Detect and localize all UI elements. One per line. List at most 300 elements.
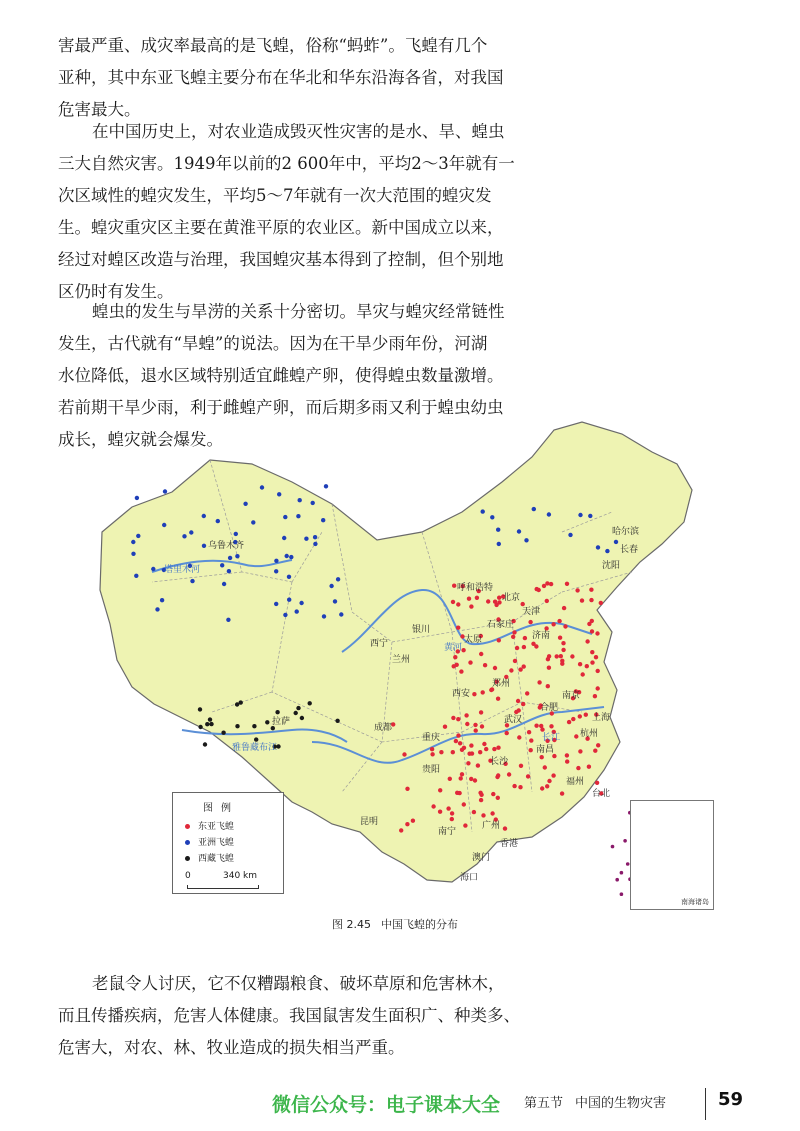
river-label: 雅鲁藏布江 <box>232 743 278 753</box>
map-dot <box>336 577 340 581</box>
map-dot <box>558 636 562 640</box>
map-dot <box>456 626 460 630</box>
map-dot <box>430 747 434 751</box>
map-dot <box>481 813 485 817</box>
text-line: 若前期干旱少雨，利于雌蝗产卵，而后期多雨又利于蝗虫幼虫 <box>58 398 504 417</box>
map-dot <box>620 871 624 875</box>
map-dot <box>497 596 501 600</box>
map-dot <box>283 613 287 617</box>
map-dot <box>596 669 600 673</box>
place-label: 杭州 <box>580 729 599 739</box>
map-dot <box>283 515 287 519</box>
map-dot <box>493 666 497 670</box>
locust-distribution-map <box>92 412 714 912</box>
place-label: 长春 <box>620 545 639 555</box>
map-dot <box>226 618 230 622</box>
map-dot <box>324 484 328 488</box>
map-dot <box>462 802 466 806</box>
map-dot <box>527 730 531 734</box>
map-dot <box>235 702 239 706</box>
map-dot <box>131 552 135 556</box>
map-dot <box>512 630 516 634</box>
map-dot <box>545 599 549 603</box>
map-dot <box>198 707 202 711</box>
map-dot <box>555 654 559 658</box>
map-dot <box>522 664 526 668</box>
map-dot <box>274 602 278 606</box>
map-dot <box>475 596 479 600</box>
map-dot <box>339 612 343 616</box>
map-dot <box>466 761 470 765</box>
place-label: 台北 <box>592 789 611 799</box>
map-dot <box>451 716 455 720</box>
map-dot <box>203 742 207 746</box>
map-dot <box>294 711 298 715</box>
map-dot <box>155 607 159 611</box>
map-dot <box>405 787 409 791</box>
text-line: 蝗虫的发生与旱涝的关系十分密切。旱灾与蝗灾经常链性 <box>92 302 505 321</box>
map-dot <box>580 598 584 602</box>
map-dot <box>496 528 500 532</box>
map-dot <box>296 706 300 710</box>
map-dot <box>190 579 194 583</box>
map-dot <box>472 810 476 814</box>
map-dot <box>589 588 593 592</box>
map-dot <box>596 545 600 549</box>
map-dot <box>571 717 575 721</box>
map-dot <box>299 601 303 605</box>
page-number: 59 <box>718 1089 744 1110</box>
map-dot <box>443 725 447 729</box>
map-dot <box>509 668 513 672</box>
map-dot <box>135 496 139 500</box>
map-dot <box>589 598 593 602</box>
legend-item-asian <box>185 835 234 848</box>
map-dot <box>590 650 594 654</box>
place-label: 重庆 <box>422 733 441 743</box>
map-dot <box>438 810 442 814</box>
place-label: 济南 <box>532 631 551 641</box>
map-dot <box>543 765 547 769</box>
place-label: 兰州 <box>392 655 411 665</box>
map-dot <box>479 798 483 802</box>
map-dot <box>287 575 291 579</box>
place-label: 合肥 <box>540 703 559 713</box>
map-dot <box>289 555 293 559</box>
map-dot <box>438 788 442 792</box>
map-dot <box>505 731 509 735</box>
place-label: 郑州 <box>492 679 511 689</box>
black-dot-icon <box>185 856 190 861</box>
map-dot <box>465 722 469 726</box>
map-dot <box>563 624 567 628</box>
map-dot <box>482 742 486 746</box>
map-dot <box>333 599 337 603</box>
map-dot <box>455 663 459 667</box>
map-dot <box>568 533 572 537</box>
text-line: 危害大，对农、林、牧业造成的损失相当严重。 <box>58 1038 405 1057</box>
map-dot <box>551 773 555 777</box>
map-dot <box>220 563 224 567</box>
place-label: 沈阳 <box>602 561 621 571</box>
legend-label: 亚洲飞蝗 <box>198 838 235 848</box>
text-line: 生。蝗灾重灾区主要在黄淮平原的农业区。新中国成立以来， <box>58 218 504 237</box>
map-dot <box>561 648 565 652</box>
map-dot <box>473 723 477 727</box>
map-dot <box>202 514 206 518</box>
map-dot <box>578 714 582 718</box>
map-dot <box>590 660 594 664</box>
map-dot <box>526 774 530 778</box>
map-dot <box>222 582 226 586</box>
map-dot <box>265 720 269 724</box>
map-dot <box>493 600 497 604</box>
map-dot <box>277 492 281 496</box>
map-dot <box>528 620 532 624</box>
map-dot <box>511 635 515 639</box>
map-dot <box>496 746 500 750</box>
map-dot <box>402 752 406 756</box>
map-dot <box>296 514 300 518</box>
text-line: 亚种，其中东亚飞蝗主要分布在华北和华东沿海各省，对我国 <box>58 68 504 87</box>
map-dot <box>151 567 155 571</box>
map-dot <box>496 796 500 800</box>
map-dot <box>547 666 551 670</box>
map-dot <box>615 878 619 882</box>
map-dot <box>565 759 569 763</box>
scale-bar <box>187 885 259 889</box>
footer-divider <box>705 1088 706 1120</box>
map-dot <box>474 728 478 732</box>
map-dot <box>496 697 500 701</box>
map-dot <box>532 507 536 511</box>
map-dot <box>459 669 463 673</box>
map-dot <box>405 822 409 826</box>
map-dot <box>480 724 484 728</box>
place-label: 北京 <box>502 593 521 603</box>
map-dot <box>234 532 238 536</box>
map-dot <box>496 773 500 777</box>
legend-item-east-asian <box>185 819 234 832</box>
map-dot <box>205 722 209 726</box>
map-dot <box>216 519 220 523</box>
map-dot <box>537 680 541 684</box>
map-dot <box>570 654 574 658</box>
map-dot <box>448 777 452 781</box>
map-dot <box>521 702 525 706</box>
map-dot <box>557 619 561 623</box>
place-label: 南宁 <box>438 827 457 837</box>
text-line: 发生，古代就有“旱蝗”的说法。因为在干旱少雨年份，河湖 <box>58 334 488 353</box>
place-label: 澳门 <box>472 853 491 863</box>
blue-dot-icon <box>185 840 190 845</box>
map-dot <box>523 636 527 640</box>
place-label: 哈尔滨 <box>612 527 640 537</box>
map-dot <box>497 542 501 546</box>
map-dot <box>593 694 597 698</box>
map-dot <box>452 584 456 588</box>
map-dot <box>593 749 597 753</box>
map-dot <box>590 629 594 633</box>
map-dot <box>576 766 580 770</box>
map-dot <box>399 828 403 832</box>
map-dot <box>497 638 501 642</box>
figure-number: 图 2.45 <box>332 918 371 931</box>
map-dot <box>450 817 454 821</box>
text-line: 次区域性的蝗灾发生，平均5～7年就有一次大范围的蝗灾发 <box>58 186 492 205</box>
map-dot <box>595 631 599 635</box>
map-dot <box>295 609 299 613</box>
map-dot <box>446 806 450 810</box>
map-dot <box>311 501 315 505</box>
map-dot <box>585 639 589 643</box>
map-dot <box>484 747 488 751</box>
map-dot <box>300 716 304 720</box>
map-dot <box>594 655 598 659</box>
map-dot <box>459 776 463 780</box>
map-dot <box>462 746 466 750</box>
map-dot <box>251 520 255 524</box>
map-dot <box>450 811 454 815</box>
map-dot <box>525 691 529 695</box>
map-dot <box>551 622 555 626</box>
map-dot <box>565 753 569 757</box>
map-dot <box>574 734 578 738</box>
map-dot <box>578 513 582 517</box>
map-dot <box>479 710 483 714</box>
map-dot <box>287 598 291 602</box>
map-dot <box>467 597 471 601</box>
map-dot <box>131 540 135 544</box>
map-dot <box>623 839 627 843</box>
map-dot <box>313 542 317 546</box>
place-label: 西宁 <box>370 639 389 649</box>
map-dot <box>430 752 434 756</box>
map-dot <box>162 523 166 527</box>
river-label: 长江 <box>542 733 561 743</box>
map-dot <box>585 664 589 668</box>
map-dot <box>198 725 202 729</box>
map-dot <box>455 791 459 795</box>
map-dot <box>540 786 544 790</box>
map-dot <box>472 692 476 696</box>
map-dot <box>490 811 494 815</box>
map-dot <box>182 534 186 538</box>
map-dot <box>208 717 212 721</box>
map-dot <box>549 724 553 728</box>
map-dot <box>611 845 615 849</box>
map-dot <box>479 652 483 656</box>
map-legend <box>172 792 284 894</box>
map-dot <box>411 819 415 823</box>
map-dot <box>546 684 550 688</box>
scale-label: 340 km <box>223 871 258 881</box>
map-dot <box>189 530 193 534</box>
place-label: 西安 <box>452 689 471 699</box>
place-label: 拉萨 <box>272 717 291 727</box>
inset-label: 南海诸岛 <box>681 898 709 906</box>
river-label: 黄河 <box>444 643 463 653</box>
map-dot <box>626 862 630 866</box>
legend-item-tibetan <box>185 851 234 864</box>
map-dot <box>439 750 443 754</box>
map-dot <box>519 764 523 768</box>
map-dot <box>298 498 302 502</box>
map-dot <box>595 781 599 785</box>
map-dot <box>458 741 462 745</box>
map-dot <box>470 751 474 755</box>
map-dot <box>468 660 472 664</box>
map-dot <box>453 655 457 659</box>
paragraph-1 <box>58 30 538 126</box>
map-dot <box>546 657 550 661</box>
map-dot <box>469 743 473 747</box>
place-label: 香港 <box>500 839 519 849</box>
map-dot <box>473 778 477 782</box>
map-dot <box>614 540 618 544</box>
map-dot <box>503 826 507 830</box>
place-label: 银川 <box>412 625 431 635</box>
map-dot <box>431 804 435 808</box>
place-label: 上海 <box>592 713 611 723</box>
text-line: 区仍时有发生。 <box>58 282 174 301</box>
figure-title: 中国飞蝗的分布 <box>381 918 458 931</box>
map-dot <box>560 791 564 795</box>
map-dot <box>461 648 465 652</box>
place-label: 太原 <box>464 635 483 645</box>
map-dot <box>513 659 517 663</box>
map-dot <box>235 724 239 728</box>
map-dot <box>547 779 551 783</box>
map-dot <box>481 690 485 694</box>
map-dot <box>605 549 609 553</box>
text-line: 经过对蝗区改造与治理，我国蝗灾基本得到了控制，但个别地 <box>58 250 504 269</box>
map-dot <box>243 502 247 506</box>
map-dot <box>209 722 213 726</box>
map-dot <box>587 622 591 626</box>
map-dot <box>481 509 485 513</box>
map-dot <box>451 600 455 604</box>
paragraph-4 <box>58 968 538 1064</box>
map-dot <box>321 518 325 522</box>
place-label: 广州 <box>482 821 501 831</box>
map-dot <box>235 554 239 558</box>
map-dot <box>534 644 538 648</box>
map-dot <box>490 515 494 519</box>
map-dot <box>560 659 564 663</box>
text-line: 三大自然灾害。1949年以前的2 600年中，平均2～3年就有一 <box>58 154 515 173</box>
map-dot <box>588 514 592 518</box>
map-dot <box>464 713 468 717</box>
map-dot <box>516 699 520 703</box>
map-dot <box>596 686 600 690</box>
map-dot <box>274 559 278 563</box>
map-dot <box>491 792 495 796</box>
map-dot <box>476 763 480 767</box>
place-label: 昆明 <box>360 817 379 827</box>
map-dot <box>517 529 521 533</box>
map-dot <box>274 569 278 573</box>
map-dot <box>221 731 225 735</box>
text-line: 老鼠令人讨厌，它不仅糟蹋粮食、破坏草原和危害林木， <box>92 974 505 993</box>
map-dot <box>507 772 511 776</box>
map-dot <box>134 574 138 578</box>
map-dot <box>252 724 256 728</box>
section-number: 第五节 <box>524 1096 564 1111</box>
map-dot <box>308 701 312 705</box>
map-dot <box>584 713 588 717</box>
map-dot <box>335 719 339 723</box>
map-dot <box>578 662 582 666</box>
map-dot <box>567 720 571 724</box>
map-dot <box>547 512 551 516</box>
footer-watermark: 微信公众号：电子课本大全 <box>272 1094 501 1116</box>
map-dot <box>529 738 533 742</box>
map-dot <box>479 793 483 797</box>
map-dot <box>534 724 538 728</box>
text-line: 害最严重、成灾率最高的是飞蝗，俗称“蚂蚱”。飞蝗有几个 <box>58 36 488 55</box>
map-dot <box>549 582 553 586</box>
text-line: 成长，蝗灾就会爆发。 <box>58 430 223 449</box>
map-dot <box>565 582 569 586</box>
map-dot <box>202 544 206 548</box>
map-dot <box>322 614 326 618</box>
footer-section <box>524 1092 666 1111</box>
place-label: 福州 <box>566 777 585 787</box>
legend-label: 东亚飞蝗 <box>198 822 235 832</box>
legend-label: 西藏飞蝗 <box>198 854 235 864</box>
map-dot <box>456 733 460 737</box>
map-dot <box>512 784 516 788</box>
map-dot <box>535 587 539 591</box>
map-dot <box>227 569 231 573</box>
map-dot <box>454 739 458 743</box>
place-label: 天津 <box>522 607 541 617</box>
place-label: 乌鲁木齐 <box>208 541 245 551</box>
map-dot <box>599 601 603 605</box>
scale-zero: 0 <box>185 871 191 881</box>
map-dot <box>561 641 565 645</box>
place-label: 呼和浩特 <box>457 583 494 593</box>
legend-title: 图例 <box>203 803 239 814</box>
map-dot <box>228 556 232 560</box>
map-dot <box>581 672 585 676</box>
map-dot <box>492 747 496 751</box>
map-dot <box>524 538 528 542</box>
map-dot <box>260 485 264 489</box>
map-dot <box>313 535 317 539</box>
map-dot <box>163 489 167 493</box>
map-dot <box>282 536 286 540</box>
map-dot <box>329 584 333 588</box>
place-label: 长沙 <box>490 757 509 767</box>
map-dot <box>460 772 464 776</box>
map-dot <box>469 604 473 608</box>
map-dot <box>515 646 519 650</box>
map-dot <box>596 743 600 747</box>
place-label: 海口 <box>460 873 479 883</box>
map-dot <box>136 534 140 538</box>
map-dot <box>486 599 490 603</box>
map-dot <box>463 823 467 827</box>
map-dot <box>620 892 624 896</box>
text-line: 而且传播疾病，危害人体健康。我国鼠害发生面积广、种类多、 <box>58 1006 520 1025</box>
paragraph-2 <box>58 116 538 308</box>
place-label: 成都 <box>374 723 393 733</box>
place-label: 贵阳 <box>422 765 441 775</box>
south-sea-inset <box>630 800 714 910</box>
map-dot <box>587 765 591 769</box>
